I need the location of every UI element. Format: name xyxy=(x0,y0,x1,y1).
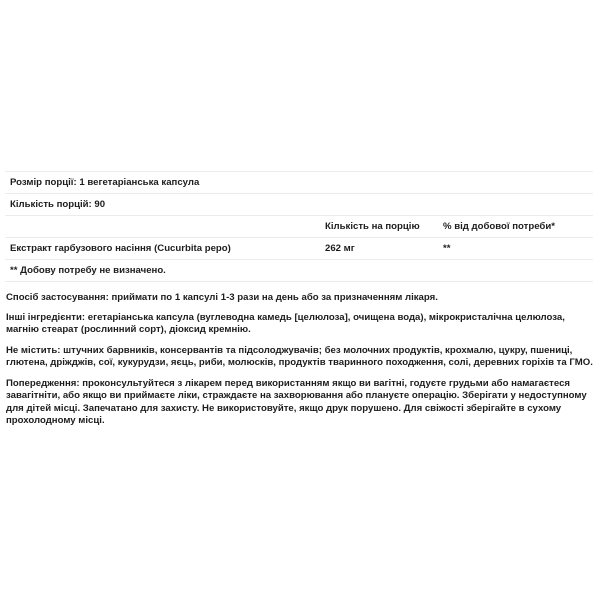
footnote-row xyxy=(5,260,593,282)
other-ingredients-section xyxy=(6,312,594,337)
warning-section xyxy=(6,378,594,427)
supplement-facts-table xyxy=(5,171,593,282)
ingredient-amount: 262 мг xyxy=(320,238,438,260)
servings-count: Кількість порцій: 90 xyxy=(5,194,593,216)
does-not-contain-section xyxy=(6,345,594,370)
table-header-row xyxy=(5,216,593,238)
serving-size: Розмір порції: 1 вегетаріанська капсула xyxy=(5,172,593,194)
table-row xyxy=(5,238,593,260)
does-not-contain-text: Не містить: штучних барвників, консервантів та підсолоджувачів; без молочних продуктів, крохмалю, цукру, пшениці, глютена, дріжджів, сої, кукурудзи, яєць, риби, молюсків, продуктів тваринного походження, солі, деревних горіхів та ГМО. xyxy=(6,345,593,369)
footnote: ** Добову потребу не визначено. xyxy=(5,260,593,282)
other-ingredients-text: Інші інгредієнти: егетаріанська капсула (вуглеводна камедь [целюлоза], очищена вода), мікрокристалічна целюлоза, магнію стеарат (рослинний сорт), діоксид кремнію. xyxy=(6,312,565,336)
usage-section xyxy=(6,292,594,304)
servings-count-row xyxy=(5,194,593,216)
ingredient-name: Екстракт гарбузового насіння (Cucurbita pepo) xyxy=(5,238,320,260)
warning-text: Попередження: проконсультуйтеся з лікарем перед використанням якщо ви вагітні, годуєте грудьми або намагаєтеся завагітніти, або якщо ви приймаєте ліки, страждаєте на захворювання або плануєте операцію. Зберігати у недоступному для дітей місці. Запечатано для захисту. Не використовуйте, якщо друк порушено. Для свіжості зберігайте в сухому прохолодному місці. xyxy=(6,378,587,426)
usage-text: Спосіб застосування: приймати по 1 капсулі 1-3 рази на день або за призначенням лікаря. xyxy=(6,292,438,303)
header-ingredient xyxy=(5,216,320,238)
header-daily-value: % від добової потреби* xyxy=(438,216,593,238)
ingredient-daily-value: ** xyxy=(438,238,593,260)
header-amount: Кількість на порцію xyxy=(320,216,438,238)
serving-size-row xyxy=(5,172,593,194)
